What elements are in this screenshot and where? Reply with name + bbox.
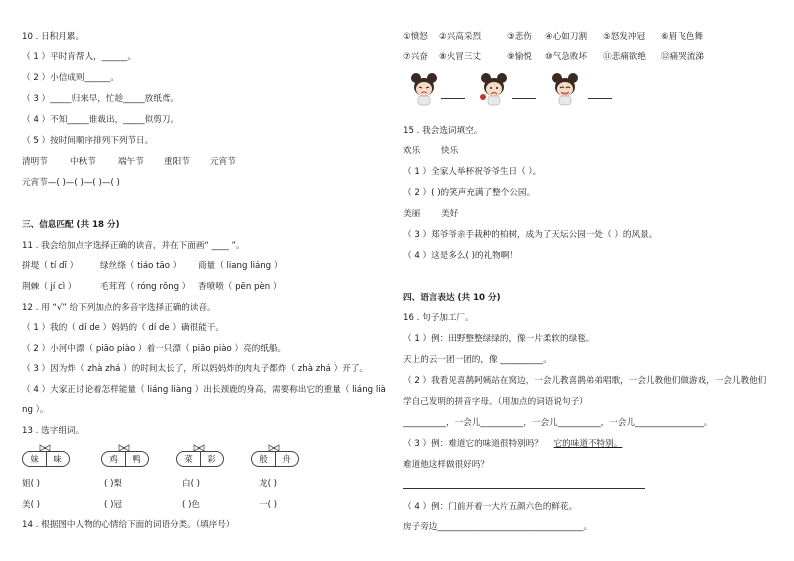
q14-word: ⑤怒发冲冠: [603, 32, 646, 42]
q16-line-6: [403, 438, 622, 450]
blank-5[interactable]: 美( ): [22, 500, 41, 510]
word-card-4: [251, 451, 299, 467]
q14-word: ⑥眉飞色舞: [661, 32, 704, 42]
q11-r1-a: 拼堤（ tí dī ）: [22, 261, 79, 271]
section4-title: 四、语言表达 (共 10 分): [403, 293, 501, 303]
answer-line-1[interactable]: [441, 98, 465, 99]
q12-item-4: （ 4 ）大家正讨论着怎样能量（ liáng liàng ）出长颈鹿的身高，需要称出它的重量（ liáng lià: [22, 385, 386, 395]
word-card-2: [101, 451, 149, 467]
q10-item-5: （ 5 ）按时间顺序排列下列节日。: [22, 136, 154, 146]
word-option: 快乐: [441, 146, 459, 156]
word-option: 欢乐: [403, 146, 421, 156]
q10-item-2: （ 2 ）小信成则______。: [22, 73, 119, 83]
q16-line-9: 房子旁边__________________________________。: [403, 522, 593, 532]
q12-item-2: （ 2 ）小河中漂（ piāo piào ）着一只漂（ piāo piào ）亮的纸船。: [22, 344, 287, 354]
q14-word: ④心如刀割: [545, 32, 588, 42]
q14-word: ③悲伤: [507, 32, 532, 42]
q15-item-4: （ 4 ）这是多么( )的礼物啊！: [403, 251, 518, 261]
section3-title: 三、信息匹配 (共 18 分): [22, 220, 120, 230]
q14-word: ⑧火冒三丈: [439, 52, 482, 62]
q11-r2-c: 香喷喷（ pēn pèn ）: [198, 282, 282, 292]
q10-item-4: （ 4 ）不知_____谁裁出，_____似剪刀。: [22, 115, 180, 125]
q16-line-8: （ 4 ）例：门前开着一大片五颜六色的鲜花。: [403, 502, 578, 512]
q11-r2-a: 荆棘（ jí cì ）: [22, 282, 77, 292]
q14-title: 14 . 根据图中人物的心情给下面的词语分类。（填序号）: [22, 520, 235, 530]
angry-girl-icon: [407, 72, 441, 106]
q11-row-2: [22, 281, 282, 293]
answer-line-3[interactable]: [588, 98, 612, 99]
q16-line-5: __________，一会儿__________，一会儿__________，一会儿________________。: [403, 418, 713, 428]
card2-a: 鸡: [109, 454, 118, 464]
card3-a: 菜: [184, 454, 193, 464]
q11-row-1: [22, 260, 282, 272]
q15-pair-1: [403, 145, 458, 157]
q11-r2-b: 毛茸茸（ róng rǒng ）: [100, 282, 191, 292]
q11-title: 11 . 我会给加点字选择正确的读音，并在下面画“ ____ ”。: [22, 241, 245, 251]
q11-r1-c: 商量（ liang liáng ）: [198, 261, 283, 271]
q10-item-1: （ 1 ）平时肯帮人，______。: [22, 52, 137, 62]
q12-item-3: （ 3 ）因为炸（ zhà zhá ）的时间太长了，所以妈妈炸的肉丸子都炸（ zhà zhá ）开了。: [22, 364, 369, 374]
q13-blanks-row-2: [22, 499, 277, 511]
q16-line-4: 学自己发明的拼音字母。（用加点的词语说句子）: [403, 397, 588, 407]
q15-pair-2: [403, 208, 458, 220]
festival-4: 重阳节: [164, 157, 190, 167]
card2-b: 鸭: [132, 454, 141, 464]
q14-words-row-1: [403, 31, 703, 43]
blank-6[interactable]: ( )冠: [104, 500, 123, 510]
q15-item-1: （ 1 ）全家人举杯祝爷爷生日（ ）。: [403, 167, 542, 177]
q14-words-row-2: [403, 51, 704, 63]
festival-order-line: 元宵节—( )—( )—( )—( ): [22, 178, 120, 188]
q14-word: ⑫痛哭流涕: [661, 52, 704, 62]
bow-icon: [193, 444, 205, 452]
card4-b: 舟: [282, 454, 291, 464]
festival-3: 端午节: [118, 157, 144, 167]
bow-icon: [118, 444, 130, 452]
q14-word: ①愤怒: [403, 32, 428, 42]
q16-example-answer: 它的味道不特别。: [553, 439, 623, 449]
q14-word: ⑪悲痛欲绝: [603, 52, 646, 62]
festival-5: 元宵节: [210, 157, 236, 167]
q15-title: 15 . 我会选词填空。: [403, 126, 483, 136]
q15-item-3: （ 3 ）郑爷爷亲手栽种的柏树，成为了天坛公园一处（ ）的风景。: [403, 230, 658, 240]
q15-item-2: （ 2 ）( )的笑声充满了整个公园。: [403, 188, 536, 198]
card3-b: 彩: [207, 454, 216, 464]
blank-1[interactable]: 姐( ): [22, 479, 41, 489]
blank-4[interactable]: 龙( ): [259, 479, 278, 489]
q10-title: 10 . 日积月累。: [22, 32, 85, 42]
answer-line-long[interactable]: [403, 488, 645, 489]
happy-girl-icon: [548, 72, 582, 106]
blank-2[interactable]: ( )梨: [104, 479, 123, 489]
word-option: 美丽: [403, 209, 421, 219]
festival-1: 清明节: [22, 157, 48, 167]
q14-word: ⑦兴奋: [403, 52, 428, 62]
q12-title: 12 . 用 “√” 给下列加点的多音字选择正确的读音。: [22, 303, 216, 313]
word-card-3: [176, 451, 224, 467]
card1-a: 妹: [30, 454, 39, 464]
blank-8[interactable]: 一( ): [259, 500, 278, 510]
word-option: 美好: [441, 209, 459, 219]
festival-2: 中秋节: [70, 157, 96, 167]
q14-word: ⑨愉悦: [507, 52, 532, 62]
word-card-1: [22, 451, 70, 467]
q16-line-1: （ 1 ）例：田野整整绿绿的，像一片柔软的绿毯。: [403, 334, 595, 344]
q10-item-3: （ 3 ）_____归来早，忙趁_____放纸鸢。: [22, 94, 180, 104]
q16-line-3: （ 2 ）我看见喜鹊阿姨站在窝边，一会儿教喜鹊弟弟唱歌，一会儿教他们做游戏，一会儿教他们: [403, 376, 767, 386]
card1-b: 味: [53, 454, 62, 464]
q11-r1-b: 绿丝绦（ tiáo tāo ）: [100, 261, 182, 271]
q12-item-1: （ 1 ）我的（ dí de ）妈妈的（ dí de ）确很能干。: [22, 323, 224, 333]
blank-7[interactable]: ( )色: [182, 500, 201, 510]
q16-line-7: 难道他这样做很好吗？: [403, 460, 489, 470]
bow-icon: [39, 444, 51, 452]
q14-word: ⑩气急败坏: [545, 52, 588, 62]
q16-example-question: （ 3 ）例：难道它的味道很特别吗？: [403, 439, 543, 449]
q13-blanks-row-1: [22, 478, 277, 490]
q13-title: 13 . 选字组词。: [22, 426, 85, 436]
q14-word: ②兴高采烈: [439, 32, 482, 42]
blank-3[interactable]: 白( ): [182, 479, 201, 489]
answer-line-2[interactable]: [512, 98, 536, 99]
sad-girl-icon: [477, 72, 511, 106]
q16-line-2: 天上的云一团一团的，像 __________。: [403, 355, 552, 365]
bow-icon: [268, 444, 280, 452]
q16-title: 16 . 句子加工厂。: [403, 313, 474, 323]
festival-list: [22, 156, 236, 168]
q12-item-4-tail: ng ）。: [22, 405, 49, 415]
card4-a: 般: [259, 454, 268, 464]
